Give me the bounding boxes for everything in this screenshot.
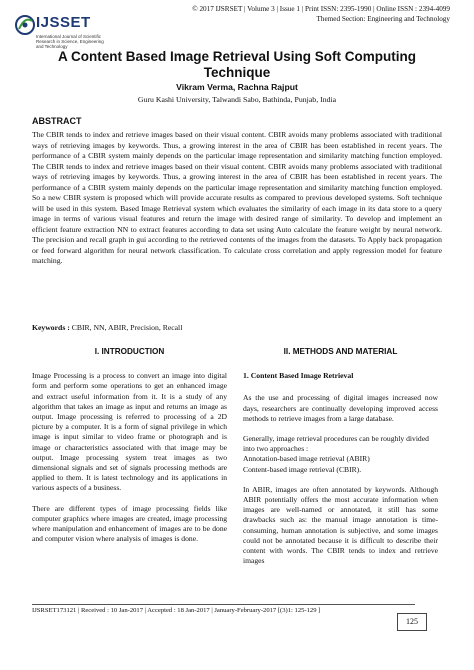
keywords	[32, 323, 182, 332]
approach-item-cbir: Content-based image retrieval (CBIR).	[243, 464, 362, 474]
paper-authors: Vikram Verma, Rachna Rajput	[176, 82, 298, 92]
abstract-body: The CBIR tends to index and retrieve images based on their visual content. CBIR avoids many problems associated with traditional ways of retrieving images by keywords. Thus, a growing interest in the area of CBIR has been established in recent years. The performance of a CBIR system mainly depends on the particular image representation and similarity matching function employed. The CBIR tends to index and retrieve images based on their visual content. CBIR avoids many problems associated with traditional ways of retrieving images by keywords. Thus, a growing interest in the area of CBIR has been established in recent years. The performance of a CBIR system mainly depends on the particular image representation and similarity matching function employed. So a new CBIR system is proposed which will provide accurate results as compared to previous developed systems. Soft technique will be used in this system. Based Image Retrieval system which evaluates the similarity of each image in its data store to a query image in terms of various visual features and return the image with desired range of similarity. To develop and implement an efficient feature extraction NN to extract features according to data set using Auto calculate the feature weight by neural network. The precision and recall graph in gui according to the retrieved contents of the images from the datasets. To Apply back propagation or feed forward algorithm for neural network classification. To calculate cross correlation and apply regression model for feature matching.	[32, 130, 442, 265]
methods-paragraph-2	[243, 434, 438, 475]
journal-info	[192, 4, 450, 24]
journal-info-line2: Themed Section: Engineering and Technology	[316, 15, 450, 23]
paper-title	[0, 49, 474, 81]
right-column	[243, 347, 438, 576]
paper-title-line1: A Content Based Image Retrieval Using Soft Computing	[57, 49, 417, 64]
abstract-heading: ABSTRACT	[32, 116, 82, 126]
intro-paragraph-1: Image Processing is a process to convert an image into digital form and perform some operations to get an enhanced image and extract useful information from it. It is a study of any algorithm that takes an image as input and returns an image as output. Image processing is referred to processing of a 2D picture by a computer. It is a form of signal privilege in which image is input similar to video frame or photograph and is image or characteristics associated with that image may be output. Image processing system treat images as two dimensional signals and set of signals processing methods are applied to them. It is latest technology and its applications in various aspects of a business.	[32, 371, 227, 493]
journal-info-line1: © 2017 IJSRSET | Volume 3 | Issue 1 | Print ISSN: 2395-1990 | Online ISSN : 2394-4099	[192, 5, 450, 13]
page-header	[0, 0, 474, 48]
methods-paragraph-2-text: Generally, image retrieval procedures can be roughly divided into two approaches :	[243, 434, 429, 454]
paper-affiliation: Guru Kashi University, Talwandi Sabo, Bathinda, Punjab, India	[137, 95, 337, 104]
methods-paragraph-3: In ABIR, images are often annotated by keywords. Although ABIR potentially offers the most accurate information when images are well-named or annotated, it still has some drawbacks such as: the manual image annotation is time-consuming, human annotation is subjective, and some images could not be annotated because it is difficult to describe their content with words. The CBIR tends to index and retrieve images	[243, 484, 438, 566]
footer-citation: IJSRSET173121 | Received : 10 Jan-2017 | Accepted : 18 Jan-2017 | January-February-2017 [(3)1: 125-129 ]	[32, 607, 321, 614]
subsection-heading-cbir: 1. Content Based Image Retrieval	[243, 371, 354, 381]
paper-title-line2: Technique	[203, 65, 271, 80]
page-number: 125	[397, 613, 427, 631]
intro-paragraph-2: There are different types of image processing fields like computer graphics where images are created, image processing where manipulation and enhancement of images are to be done and computer vision where analysis of images is done.	[32, 503, 227, 544]
footer-divider	[32, 604, 415, 605]
logo-text: IJSSET	[36, 14, 91, 31]
approach-item-abir: Annotation-based image retrieval (ABIR)	[243, 454, 370, 464]
methods-paragraph-1: As the use and processing of digital images increased now days, researchers are continually developing improved access methods to retrieve images from a large database.	[243, 393, 438, 423]
keywords-label: Keywords :	[32, 323, 70, 332]
left-column	[32, 347, 227, 554]
section-heading-introduction: I. INTRODUCTION	[94, 347, 165, 356]
logo-subtitle: International Journal of Scientific Research in Science, Engineering and Technology	[36, 34, 104, 49]
keywords-list: CBIR, NN, ABIR, Precision, Recall	[71, 323, 183, 332]
journal-logo	[14, 8, 106, 48]
section-heading-methods: II. METHODS AND MATERIAL	[283, 347, 398, 356]
logo-mark-icon	[14, 12, 36, 38]
